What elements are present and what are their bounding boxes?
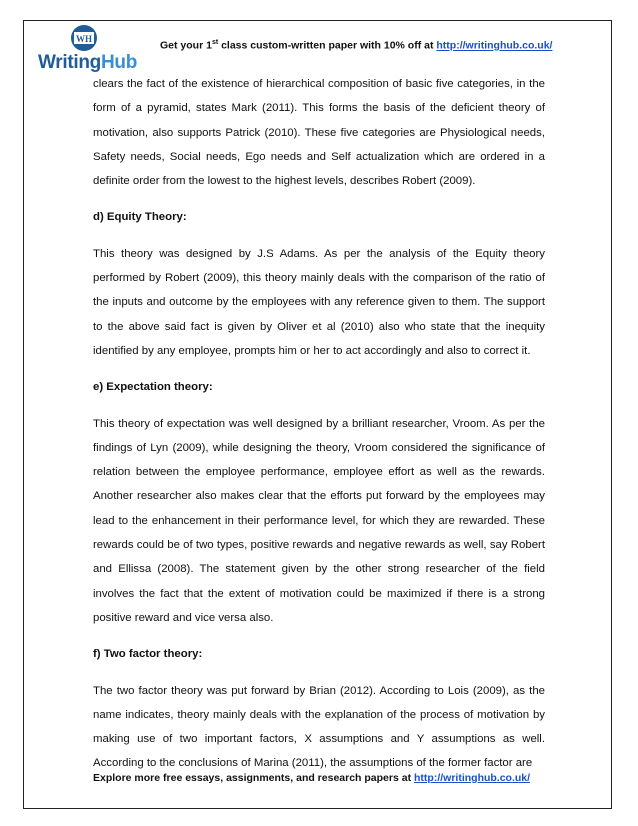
heading-two-factor-theory: f) Two factor theory:	[93, 648, 203, 661]
logo-wordmark	[38, 52, 137, 74]
logo-word-hub: Hub	[100, 52, 138, 73]
logo-emblem-icon	[38, 24, 130, 54]
document-body	[93, 72, 545, 788]
footer-text: Explore more free essays, assignments, and research papers at	[93, 772, 414, 784]
paragraph-equity: This theory was designed by J.S Adams. As per the analysis of the Equity theory performed by Robert (2009), this theory mainly deals with the comparison of the ratio of the inputs and outcome by the employees with any reference given to them. The support to the above said fact is given by Oliver et al (2010) also who state that the inequity identified by any employee, prompts him or her to act accordingly and also to correct it.	[93, 247, 545, 357]
header-promo	[160, 39, 552, 52]
promo-text-start: Get your 1	[160, 39, 212, 52]
footer-link[interactable]: http://writinghub.co.uk/	[414, 772, 531, 784]
paragraph-hierarchy: clears the fact of the existence of hierarchical composition of basic five categories, in the form of a pyramid, states Mark (2011). This forms the basis of the deficient theory of motivation, also supports Patrick (2010). These five categories are Physiological needs, Safety needs, Social needs, Ego needs and Self actualization which are ordered in a definite order from the lowest to the highest levels, describes Robert (2009).	[93, 78, 545, 188]
footer-promo	[93, 772, 530, 784]
paragraph-expectation: This theory of expectation was well designed by a brilliant researcher, Vroom. As per the findings of Lyn (2009), while designing the theory, Vroom considered the significance of relation between the employee performance, employee effort as well as the rewards. Another researcher also makes clear that the efforts put forward by the employees may lead to the enhancement in their performance level, for which they are rewarded. These rewards could be of two types, positive rewards and negative rewards as well, say Robert and Ellissa (2008). The statement given by the other strong researcher of the field involves the fact that the extent of motivation could be maximized if there is a strong positive reward and vice versa also.	[93, 417, 545, 624]
logo-emblem-text: WH	[75, 34, 93, 44]
writinghub-logo[interactable]	[38, 24, 138, 76]
paragraph-two-factor: The two factor theory was put forward by Brian (2012). According to Lois (2009), as the name indicates, theory mainly deals with the explanation of the process of motivation by making use of two important factors, X assumptions and Y assumptions as well. According to the conclusions of Marina (2011), the assumptions of the former factor are	[93, 684, 545, 770]
header-link[interactable]: http://writinghub.co.uk/	[436, 39, 553, 52]
heading-equity-theory: d) Equity Theory:	[93, 211, 187, 224]
promo-text-end: class custom-written paper with 10% off at	[218, 39, 437, 52]
logo-word-writing: Writing	[38, 52, 101, 73]
heading-expectation-theory: e) Expectation theory:	[93, 381, 213, 394]
promo-superscript: st	[211, 39, 219, 46]
